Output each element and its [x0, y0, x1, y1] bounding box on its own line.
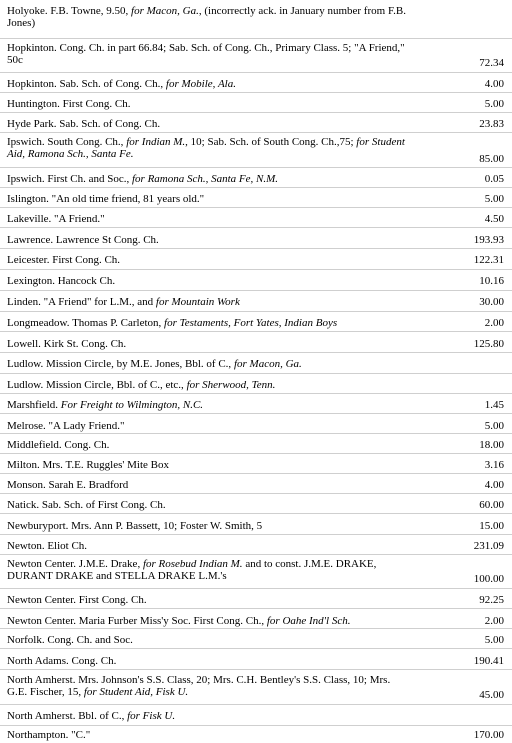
- ledger-row: [0, 248, 512, 269]
- donor-text: Hyde Park. Sab. Sch. of Cong. Ch.: [7, 118, 161, 130]
- donor-description: [7, 234, 412, 246]
- ledger-row: [0, 167, 512, 187]
- donation-amount: 0.05: [484, 173, 504, 185]
- ledger-row: [0, 207, 512, 227]
- ledger-row: [0, 413, 512, 433]
- donor-text: Hopkinton. Sab. Sch. of Cong. Ch.,: [7, 78, 166, 90]
- donor-text: Lowell. Kirk St. Cong. Ch.: [7, 338, 127, 350]
- donation-amount: 10.16: [479, 275, 504, 287]
- donation-amount: 122.31: [473, 254, 504, 266]
- ledger-row: [0, 648, 512, 669]
- ledger-row: [0, 112, 512, 132]
- donation-amount: 1.45: [484, 399, 504, 411]
- donor-description: [7, 420, 412, 432]
- designation-text: for Ramona Sch., Santa Fe, N.M.: [131, 173, 279, 185]
- donor-description: [7, 558, 412, 582]
- donation-amount: 72.34: [479, 57, 504, 69]
- donor-description: [7, 399, 412, 411]
- donation-amount: 5.00: [484, 634, 504, 646]
- ledger-row: [0, 227, 512, 248]
- donation-amount: 45.00: [479, 689, 504, 701]
- donor-description: [7, 499, 412, 511]
- donor-description: [7, 634, 412, 646]
- donation-amount: 4.00: [484, 78, 504, 90]
- donation-amount: 18.00: [479, 439, 504, 451]
- donor-description: [7, 459, 412, 471]
- donor-description: [7, 78, 412, 90]
- donor-text: Melrose. "A Lady Friend.": [7, 420, 125, 432]
- donor-text: North Adams. Cong. Ch.: [7, 655, 117, 667]
- donation-amount: 92.25: [479, 594, 504, 606]
- donor-description: [7, 338, 412, 350]
- donor-text: North Amherst. Bbl. of C.,: [7, 710, 128, 722]
- donor-description: [7, 296, 412, 308]
- designation-text: for Sherwood, Tenn.: [186, 379, 276, 391]
- ledger-row: [0, 608, 512, 628]
- donation-amount: 190.41: [473, 655, 504, 667]
- designation-text: for Testaments, Fort Yates, Indian Boys: [164, 317, 338, 329]
- donor-description: [7, 655, 412, 667]
- donation-amount: 85.00: [479, 153, 504, 165]
- ledger-row: [0, 132, 512, 167]
- donor-description: [7, 42, 412, 66]
- donor-text: Hopkinton. Cong. Ch. in part 66.84; Sab. Sch. of Cong. Ch., Primary Class. 5; "A Friend," 50c: [7, 42, 405, 66]
- donor-text: Longmeadow. Thomas P. Carleton,: [7, 317, 165, 329]
- donor-text: North Amherst. Mrs. Johnson's S.S. Class, 20; Mrs. C.H. Bentley's S.S. Class, 10; Mrs. G.E. Fischer, 15,: [7, 674, 391, 698]
- donor-text: Marshfield.: [7, 399, 61, 411]
- ledger-row: [0, 269, 512, 290]
- donor-text: , (incorrectly ack. in January number from F.B. Jones): [7, 5, 407, 29]
- ledger-row: [0, 72, 512, 92]
- ledger-row: [0, 513, 512, 534]
- donor-text: Leicester. First Cong. Ch.: [7, 254, 121, 266]
- ledger-row: [0, 534, 512, 554]
- donor-description: [7, 254, 412, 266]
- donor-description: [7, 439, 412, 451]
- donor-text: Natick. Sab. Sch. of First Cong. Ch.: [7, 499, 166, 511]
- designation-text: for Oahe Ind'l Sch.: [266, 615, 351, 627]
- designation-text: For Freight to Wilmington, N.C.: [60, 399, 204, 411]
- donor-description: [7, 710, 412, 722]
- ledger-row: [0, 725, 512, 743]
- ledger-row: [0, 311, 512, 331]
- donor-description: [7, 5, 412, 29]
- ledger-row: [0, 554, 512, 588]
- donor-text: Milton. Mrs. T.E. Ruggles' Mite Box: [7, 459, 169, 471]
- donor-description: [7, 358, 412, 370]
- donation-amount: 60.00: [479, 499, 504, 511]
- ledger-row: [0, 493, 512, 513]
- designation-text: for Student Aid, Fisk U.: [83, 686, 189, 698]
- donor-text: Norfolk. Cong. Ch. and Soc.: [7, 634, 133, 646]
- donor-text: Middlefield. Cong. Ch.: [7, 439, 110, 451]
- donor-description: [7, 317, 412, 329]
- donor-text: Lawrence. Lawrence St Cong. Ch.: [7, 234, 159, 246]
- designation-text: for Macon, Ga.: [131, 5, 199, 17]
- donor-description: [7, 594, 412, 606]
- donor-description: [7, 136, 412, 160]
- donor-text: and to const. J.M.E. DRAKE, DURANT DRAKE and STELLA DRAKE L.M.'s: [7, 558, 377, 582]
- donor-description: [7, 674, 412, 698]
- donor-description: [7, 213, 412, 225]
- donation-amount: 30.00: [479, 296, 504, 308]
- donor-text: Ludlow. Mission Circle, by M.E. Jones, Bbl. of C.,: [7, 358, 234, 370]
- designation-text: for Rosebud Indian M.: [142, 558, 243, 570]
- designation-text: for Indian M.: [126, 136, 186, 148]
- donation-amount: 193.93: [473, 234, 504, 246]
- designation-text: for Mountain Work: [155, 296, 240, 308]
- ledger-row: [0, 704, 512, 725]
- donor-text: Lexington. Hancock Ch.: [7, 275, 116, 287]
- donor-text: Newton. Eliot Ch.: [7, 540, 88, 552]
- donation-amount: 5.00: [484, 193, 504, 205]
- donor-text: Ipswich. First Ch. and Soc.,: [7, 173, 132, 185]
- donor-text: Linden. "A Friend" for L.M., and: [7, 296, 156, 308]
- ledger-row: [0, 588, 512, 608]
- donor-text: Newton Center. First Cong. Ch.: [7, 594, 147, 606]
- donor-text: Ludlow. Mission Circle, Bbl. of C., etc.,: [7, 379, 187, 391]
- donor-text: Newburyport. Mrs. Ann P. Bassett, 10; Foster W. Smith, 5: [7, 520, 263, 532]
- donor-description: [7, 479, 412, 491]
- donor-description: [7, 98, 412, 110]
- ledger-row: [0, 628, 512, 648]
- donor-text: Huntington. First Cong. Ch.: [7, 98, 131, 110]
- donation-amount: 100.00: [473, 573, 504, 585]
- donation-amount: 4.00: [484, 479, 504, 491]
- ledger-row: [0, 373, 512, 393]
- donation-amount: 15.00: [479, 520, 504, 532]
- ledger-row: [0, 453, 512, 473]
- donor-description: [7, 379, 412, 391]
- donor-text: Ipswich. South Cong. Ch.,: [7, 136, 127, 148]
- donor-text: Islington. "An old time friend, 81 years old.": [7, 193, 205, 205]
- ledger-row: [0, 92, 512, 112]
- donation-amount: 4.50: [484, 213, 504, 225]
- designation-text: for Macon, Ga.: [233, 358, 302, 370]
- ledger-row: [0, 331, 512, 352]
- ledger-row: [0, 393, 512, 413]
- donor-text: Holyoke. F.B. Towne, 9.50,: [7, 5, 132, 17]
- designation-text: for Student Aid, Ramona Sch., Santa Fe.: [7, 136, 405, 160]
- donor-description: [7, 540, 412, 552]
- donor-description: [7, 520, 412, 532]
- designation-text: for Fisk U.: [127, 710, 176, 722]
- donation-amount: 2.00: [484, 317, 504, 329]
- donor-text: Newton Center. J.M.E. Drake,: [7, 558, 143, 570]
- donation-amount: 170.00: [473, 729, 504, 741]
- donation-amount: 231.09: [473, 540, 504, 552]
- donor-text: Monson. Sarah E. Bradford: [7, 479, 129, 491]
- donor-description: [7, 173, 412, 185]
- ledger-row: [0, 0, 512, 38]
- designation-text: for Mobile, Ala.: [165, 78, 236, 90]
- ledger-row: [0, 433, 512, 453]
- donation-amount: 5.00: [484, 98, 504, 110]
- donor-description: [7, 615, 412, 627]
- donor-description: [7, 729, 412, 741]
- donor-description: [7, 275, 412, 287]
- ledger-row: [0, 352, 512, 373]
- donation-amount: 5.00: [484, 420, 504, 432]
- donor-text: Lakeville. "A Friend.": [7, 213, 105, 225]
- donation-amount: 23.83: [479, 118, 504, 130]
- ledger-row: [0, 187, 512, 207]
- donor-text: , 10; Sab. Sch. of South Cong. Ch.,75;: [185, 136, 357, 148]
- ledger-row: [0, 290, 512, 311]
- ledger-row: [0, 473, 512, 493]
- donation-amount: 2.00: [484, 615, 504, 627]
- donor-text: Northampton. "C.": [7, 729, 91, 741]
- ledger-row: [0, 669, 512, 704]
- donation-amount: 3.16: [484, 459, 504, 471]
- ledger-row: [0, 38, 512, 72]
- donor-description: [7, 118, 412, 130]
- donor-text: Newton Center. Maria Furber Miss'y Soc. First Cong. Ch.,: [7, 615, 267, 627]
- donation-amount: 125.80: [473, 338, 504, 350]
- donor-description: [7, 193, 412, 205]
